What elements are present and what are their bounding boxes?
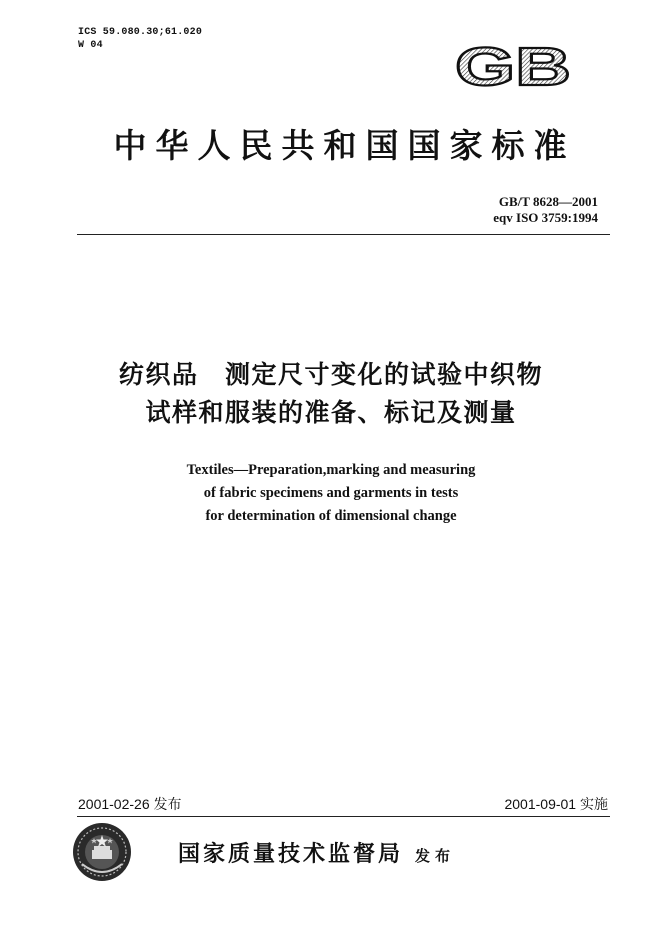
national-emblem-icon	[70, 820, 134, 884]
chinese-title-line-1: 纺织品 测定尺寸变化的试验中织物	[118, 360, 543, 389]
ics-code: ICS 59.080.30;61.020	[78, 27, 203, 38]
equivalent-standard: eqv ISO 3759:1994	[493, 210, 598, 225]
publisher	[178, 840, 455, 870]
english-title	[60, 459, 602, 528]
standard-category-title: 中华人民共和国国家标准	[113, 126, 576, 165]
standard-codes	[493, 194, 598, 226]
gb-logo-text: GB	[455, 40, 571, 90]
publisher-name: 国家质量技术监督局	[178, 841, 404, 867]
english-title-line-3: for determination of dimensional change	[205, 508, 457, 524]
issue-date: 2001-02-26 发布	[78, 796, 182, 812]
bottom-rule	[77, 816, 610, 817]
chinese-title	[40, 356, 622, 432]
gb-logo	[452, 40, 574, 90]
classification-code: W 04	[78, 40, 103, 51]
top-rule	[77, 234, 610, 235]
publisher-suffix: 发布	[415, 847, 456, 865]
english-title-line-2: of fabric specimens and garments in tests	[203, 485, 459, 501]
chinese-title-line-2: 试样和服装的准备、标记及测量	[145, 398, 517, 427]
standard-number: GB/T 8628—2001	[498, 194, 598, 209]
implementation-date: 2001-09-01 实施	[504, 796, 608, 812]
ics-classification	[78, 26, 202, 52]
english-title-line-1: Textiles—Preparation,marking and measuring	[186, 462, 476, 478]
